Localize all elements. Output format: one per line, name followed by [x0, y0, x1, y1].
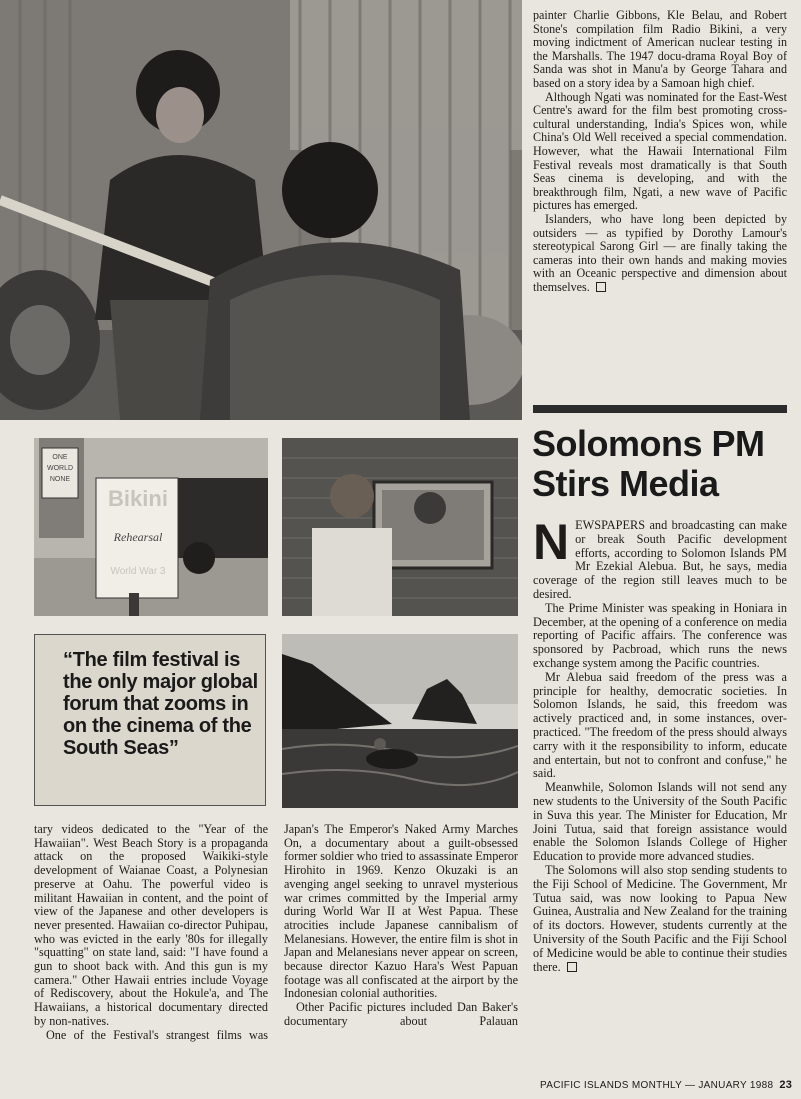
- article-continuation-column: [533, 9, 787, 308]
- paragraph: Meanwhile, Solomon Islands will not send any new students to the University of the South Pacific in Suva this year. The Minister for Education, Mr Joini Tutua, said that foreign assistance would enable the Solomon Islands College of Higher Education to provide more advanced studies.: [533, 780, 787, 864]
- pull-quote-text: “The film festival is the only major global forum that zooms in on the cinema of the South Seas”: [63, 649, 258, 759]
- column-two: [284, 823, 518, 1042]
- end-of-article-mark: [567, 962, 577, 972]
- photo-two-men-with-stick: [0, 0, 522, 420]
- article-headline: Solomons PM Stirs Media: [532, 423, 765, 504]
- photo-sea-rocks-swimmer: [282, 634, 518, 808]
- publication-line: PACIFIC ISLANDS MONTHLY — JANUARY 1988: [540, 1080, 774, 1091]
- paragraph: The Prime Minister was speaking in Honiara in December, at the opening of a conference on media reporting of Pacific affairs. The conference was sponsored by Pacbroad, which runs the news exchange system among the Pacific countries.: [533, 600, 787, 670]
- drop-cap: N: [533, 514, 570, 570]
- paragraph: The Solomons will also stop sending students to the Fiji School of Medicine. The Government, Mr Tutua said, was now looking to Papua New Guinea, Australia and New Zealand for the training of its doctors. However, students currently at the University of the South Pacific and the Fiji School of Medicine would be able to continue their studies there.: [533, 862, 787, 974]
- pull-quote-box: [34, 634, 266, 806]
- paragraph: Although Ngati was nominated for the East-West Centre's award for the film best promoting cross-cultural understanding, India's Spices won, while China's Old Well received a special commendation. However, what the Hawaii International Film Festival reveals most dramatically is that South Seas cinema is developing, and with the breakthrough film, Ngati, a new wave of Pacific pictures has emerged.: [533, 89, 787, 213]
- solomons-article-column: [533, 514, 787, 988]
- page-number: 23: [779, 1079, 793, 1091]
- big-sign-mid: Rehearsal: [113, 530, 163, 544]
- paragraph: NEWSPAPERS and broadcasting can make or break South Pacific development efforts, according to Solomon Islands PM Mr Ezekial Alebua. But, he says, media coverage of the region still leaves much to be desired.: [533, 514, 787, 601]
- photo-boy-at-window: [282, 438, 518, 616]
- paragraph: Other Pacific pictures included Dan Baker's documentary about Palauan: [284, 1000, 518, 1028]
- paragraph: painter Charlie Gibbons, Kle Belau, and Robert Stone's compilation film Radio Bikini, a very moving indictment of American nuclear testing in the Marshalls. The 1947 docu-drama Royal Boy of Sanda was shot in Manu'a by George Tahara and based on a story idea by a Samoan high chief.: [533, 8, 787, 90]
- page-footer: [540, 1079, 793, 1091]
- paragraph: Japan's The Emperor's Naked Army Marches On, a documentary about a guilt-obsessed former soldier who tried to assassinate Emperor Hirohito in 1969. Kenzo Okuzaki is an avenging angel seeking to unravel mysterious war crimes committed by the Imperial army during World War II at West Papua. These atrocities include Japanese cannibalism of Melanesians. However, the entire film is shot in Japan and Melanesians never appear on screen, because director Kazuo Hara's West Papuan footage was all confiscated at the airport by the Indonesian colonial authorities.: [284, 822, 518, 1001]
- big-sign-top: Bikini: [108, 486, 168, 511]
- column-one: [34, 823, 268, 1056]
- photo-protest-signs: [34, 438, 268, 616]
- paragraph: tary videos dedicated to the "Year of the Hawaiian". West Beach Story is a propaganda attack on the proposed Waikiki-style development of Waianae Coast, a Polynesian preserve at Oahu. The powerful video is militant Hawaiian in content, and the point of view of the Japanese and other developers is never presented. Hawaiian co-director Puhipau, who was evicted in the early '80s for illegally "squatting" on state land, said: "I have found a gun to shoot back with. And this gun is my camera." Other Hawaii entries include Voyage of Rediscovery, about the Hokule'a, and The Hawaiians, a historical documentary directed by non-natives.: [34, 822, 268, 1028]
- section-divider: [533, 405, 787, 413]
- small-sign-text: ONE WORLD NONE: [46, 454, 74, 483]
- paragraph: Mr Alebua said freedom of the press was a principle for healthy, democratic societies. In Solomon Islands, he said, this freedom was actively practiced and, in some instances, over-practiced. "The freedom of the press should always carry with it the responsibility to inform, educate and entertain, but not to confront and confuse," he said.: [533, 669, 787, 781]
- big-sign-bottom: World War 3: [110, 566, 166, 577]
- paragraph: One of the Festival's strangest films was: [46, 1027, 268, 1042]
- end-of-article-mark: [596, 282, 606, 292]
- paragraph: Islanders, who have long been depicted by outsiders — as typified by Dorothy Lamour's stereotypical Sarong Girl — are finally taking the cameras into their own hands and making movies with an Oceanic perspective and dimension about themselves.: [533, 211, 787, 294]
